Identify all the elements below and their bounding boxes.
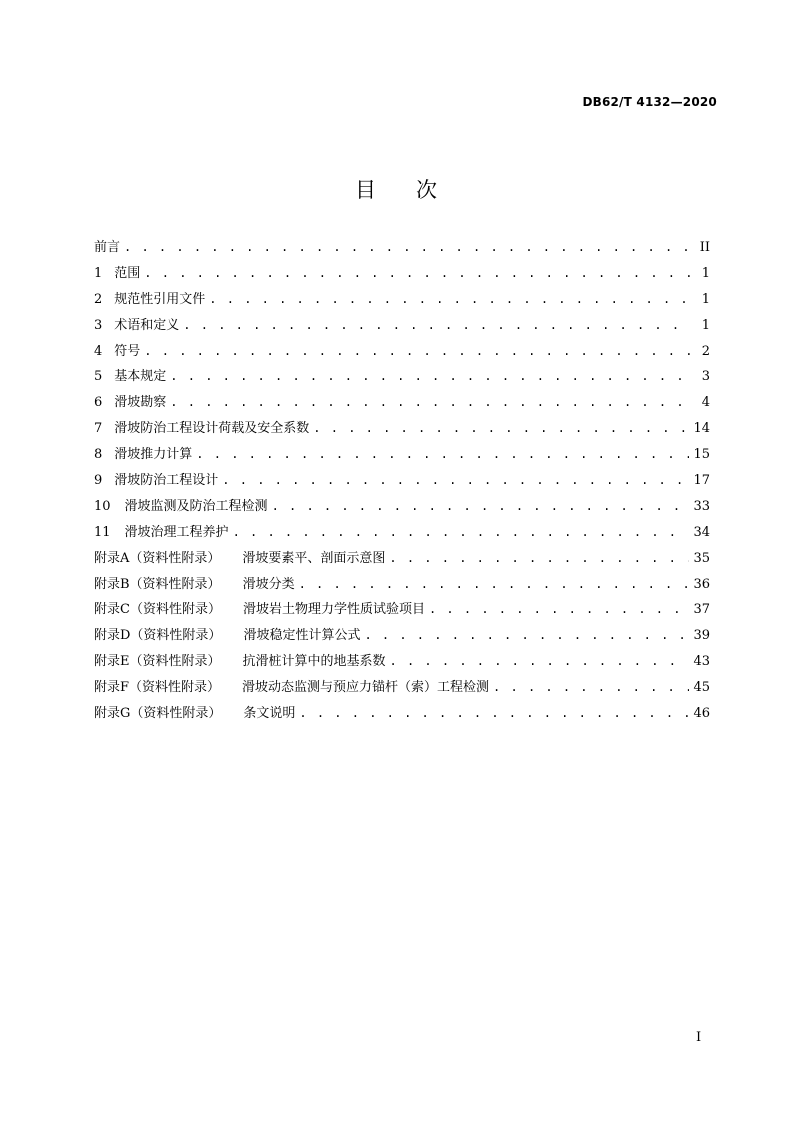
toc-entry-page: 33 <box>693 498 710 514</box>
toc-entry[interactable] <box>94 547 710 573</box>
toc-entry[interactable] <box>94 417 710 443</box>
dot-leader <box>183 318 692 332</box>
dot-leader <box>390 654 690 668</box>
toc-entry-number: 1 <box>94 265 103 281</box>
dot-leader <box>493 680 689 694</box>
toc-entry[interactable] <box>94 314 710 340</box>
toc-entry[interactable] <box>94 598 710 624</box>
toc-entry-number: 4 <box>94 343 103 359</box>
dot-leader <box>144 266 692 280</box>
toc-entry-label <box>94 573 295 592</box>
toc-entry-page: 43 <box>693 654 710 670</box>
toc-entry-title: 滑坡治理工程养护 <box>124 524 229 540</box>
toc-entry-page: 2 <box>701 343 710 359</box>
toc-entry[interactable] <box>94 288 710 314</box>
toc-entry-page: 35 <box>693 550 710 566</box>
dot-leader <box>196 447 689 461</box>
toc-entry-title: 滑坡防治工程设计 <box>114 473 219 489</box>
dot-leader <box>209 292 692 306</box>
toc-entry-page: 4 <box>701 395 710 411</box>
toc-entry-page: 46 <box>693 706 710 722</box>
dot-leader <box>124 240 692 254</box>
toc-entry-title: 条文说明 <box>243 706 296 722</box>
dot-leader <box>364 628 689 642</box>
toc-entry-number: 3 <box>94 317 103 333</box>
toc-entry[interactable] <box>94 624 710 650</box>
toc-entry-label <box>94 469 218 488</box>
table-of-contents <box>94 236 710 728</box>
toc-entry-label <box>94 598 425 617</box>
toc-entry[interactable] <box>94 702 710 728</box>
toc-entry[interactable] <box>94 236 710 262</box>
toc-entry-page: 34 <box>693 524 710 540</box>
toc-entry-title: 术语和定义 <box>114 317 180 333</box>
page-number: I <box>696 1030 702 1045</box>
toc-entry-label <box>94 340 140 359</box>
dot-leader <box>233 525 690 539</box>
toc-entry-title: 滑坡监测及防治工程检测 <box>124 498 268 514</box>
toc-entry[interactable] <box>94 469 710 495</box>
toc-entry[interactable] <box>94 521 710 547</box>
toc-entry-page: 1 <box>701 265 710 281</box>
toc-entry-number: 9 <box>94 473 103 489</box>
toc-entry-page: 45 <box>693 680 710 696</box>
toc-entry-number: 附录D（资料性附录） <box>94 628 222 644</box>
toc-entry-title: 滑坡要素平、剖面示意图 <box>242 550 386 566</box>
toc-entry-number: 8 <box>94 447 103 463</box>
toc-entry-page: 1 <box>701 317 710 333</box>
toc-entry-number: 附录A（资料性附录） <box>94 550 221 566</box>
toc-entry-page: 36 <box>693 576 710 592</box>
dot-leader <box>299 577 690 591</box>
dot-leader <box>313 421 689 435</box>
toc-entry-label <box>94 495 268 514</box>
toc-entry-page: 17 <box>693 473 710 489</box>
toc-entry-title: 基本规定 <box>114 369 167 385</box>
toc-entry-label <box>94 391 166 410</box>
toc-entry[interactable] <box>94 365 710 391</box>
toc-entry-title: 滑坡动态监测与预应力锚杆（索）工程检测 <box>242 680 490 696</box>
toc-entry-title: 抗滑桩计算中的地基系数 <box>242 654 386 670</box>
page-title: 目次 <box>355 178 477 202</box>
toc-entry-label <box>94 262 140 281</box>
toc-entry-label <box>94 314 179 333</box>
dot-leader <box>389 551 689 565</box>
toc-entry-number: 附录E（资料性附录） <box>94 654 221 670</box>
toc-entry-title: 前言 <box>94 240 121 255</box>
dot-leader <box>272 499 690 513</box>
toc-entry-label <box>94 521 229 540</box>
toc-entry-title: 滑坡推力计算 <box>114 447 193 463</box>
toc-entry-page: 14 <box>693 421 710 437</box>
dot-leader <box>429 602 689 616</box>
toc-entry-page: 15 <box>693 447 710 463</box>
toc-entry-number: 5 <box>94 369 103 385</box>
toc-entry-page: 37 <box>693 602 710 618</box>
toc-entry-label <box>94 676 489 695</box>
toc-entry-title: 滑坡稳定性计算公式 <box>243 628 361 644</box>
toc-entry[interactable] <box>94 495 710 521</box>
toc-entry-label <box>94 547 385 566</box>
toc-entry[interactable] <box>94 443 710 469</box>
toc-entry-title: 滑坡分类 <box>242 576 295 592</box>
toc-entry-number: 6 <box>94 395 103 411</box>
toc-entry-title: 规范性引用文件 <box>114 291 206 307</box>
toc-entry-page: 3 <box>701 369 710 385</box>
toc-entry[interactable] <box>94 650 710 676</box>
toc-entry-label <box>94 443 192 462</box>
dot-leader <box>170 369 692 383</box>
dot-leader <box>299 706 689 720</box>
toc-entry-number: 2 <box>94 291 103 307</box>
toc-entry-number: 附录B（资料性附录） <box>94 576 221 592</box>
toc-entry-title: 滑坡防治工程设计荷载及安全系数 <box>114 421 310 437</box>
toc-entry[interactable] <box>94 262 710 288</box>
toc-entry-page: II <box>699 240 710 255</box>
toc-entry-title: 滑坡勘察 <box>114 395 167 411</box>
toc-entry-label <box>94 650 386 669</box>
toc-entry[interactable] <box>94 391 710 417</box>
dot-leader <box>170 395 692 409</box>
toc-entry-title: 滑坡岩土物理力学性质试验项目 <box>242 602 425 618</box>
toc-entry-label <box>94 702 295 721</box>
toc-entry[interactable] <box>94 340 710 366</box>
dot-leader <box>222 473 689 487</box>
toc-entry[interactable] <box>94 676 710 702</box>
document-code: DB62/T 4132—2020 <box>582 95 717 109</box>
toc-entry-title: 符号 <box>114 343 141 359</box>
toc-entry-label <box>94 288 205 307</box>
toc-entry-label <box>94 624 360 643</box>
dot-leader <box>144 344 692 358</box>
toc-entry-page: 1 <box>701 291 710 307</box>
toc-entry-title: 范围 <box>114 265 141 281</box>
toc-entry-label <box>94 417 309 436</box>
toc-entry-number: 附录C（资料性附录） <box>94 602 221 618</box>
toc-entry-number: 11 <box>94 524 111 540</box>
toc-entry-label <box>94 365 166 384</box>
toc-entry-label <box>94 236 120 255</box>
toc-entry-number: 附录F（资料性附录） <box>94 680 221 696</box>
toc-entry-number: 附录G（资料性附录） <box>94 706 222 722</box>
toc-entry-number: 7 <box>94 421 103 437</box>
toc-entry-page: 39 <box>693 628 710 644</box>
toc-entry-number: 10 <box>94 498 111 514</box>
toc-entry[interactable] <box>94 573 710 599</box>
